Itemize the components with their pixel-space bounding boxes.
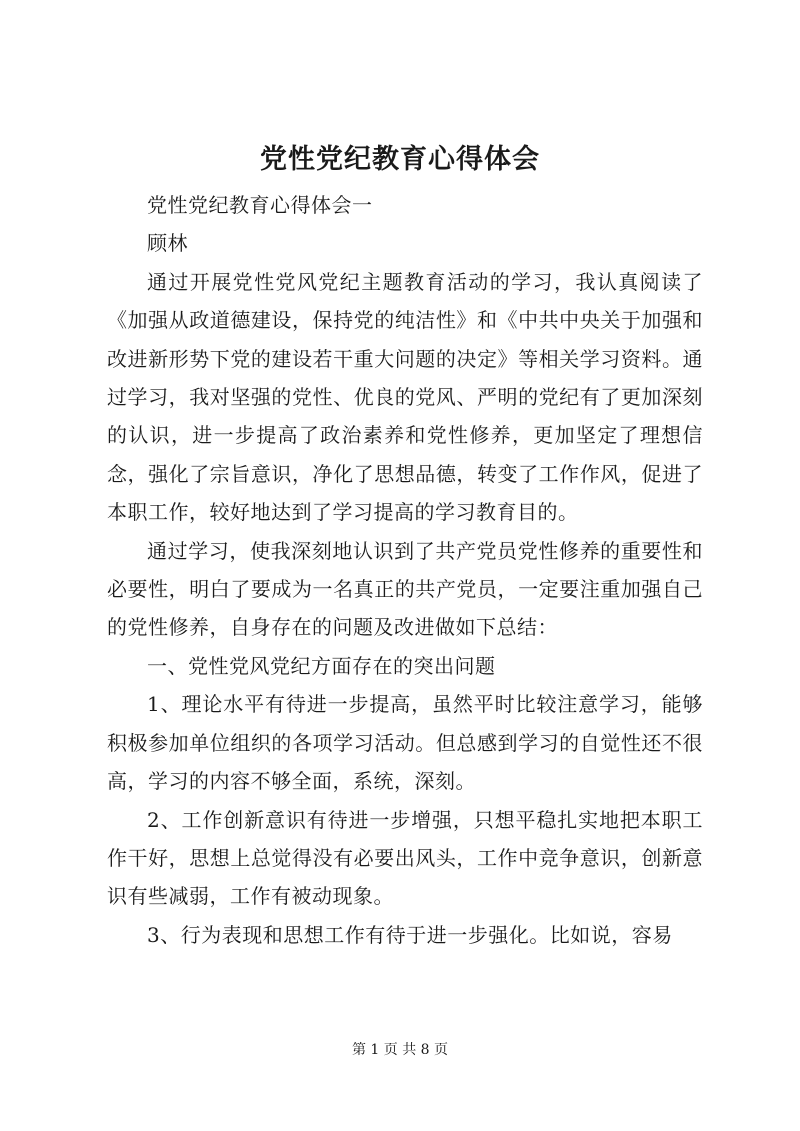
- body-paragraph: 3、行为表现和思想工作有待于进一步强化。比如说，容易: [147, 922, 673, 947]
- page-footer: 第 1 页 共 8 页: [351, 1042, 449, 1058]
- body-paragraph: 2、工作创新意识有待进一步增强，只想平稳扎实地把本职工作干好，思想上总觉得没有必要出风头，工作中竞争意识，创新意识有些减弱，工作有被动现象。: [107, 807, 703, 909]
- author-paragraph: 顾林: [147, 231, 188, 256]
- body-paragraph: 1、理论水平有待进一步提高，虽然平时比较注意学习，能够积极参加单位组织的各项学习活动。但总感到学习的自觉性还不很高，学习的内容不够全面，系统，深刻。: [107, 692, 703, 794]
- document-title: 党性党纪教育心得体会: [260, 144, 540, 175]
- document-body: [107, 186, 703, 954]
- subtitle-paragraph: 党性党纪教育心得体会一: [147, 193, 373, 217]
- body-paragraph: 通过学习，使我深刻地认识到了共产党员党性修养的重要性和必要性，明白了要成为一名真正的共产党员，一定要注重加强自己的党性修养，自身存在的问题及改进做如下总结：: [107, 538, 703, 640]
- body-paragraph: 通过开展党性党风党纪主题教育活动的学习，我认真阅读了《加强从政道德建设，保持党的纯洁性》和《中共中央关于加强和改进新形势下党的建设若干重大问题的决定》等相关学习资料。通过学习，我对坚强的党性、优良的党风、严明的党纪有了更加深刻的认识，进一步提高了政治素养和党性修养，更加坚定了理想信念，强化了宗旨意识，净化了思想品德，转变了工作作风，促进了本职工作，较好地达到了学习提高的学习教育目的。: [107, 269, 703, 525]
- section-heading: 一、党性党风党纪方面存在的突出问题: [147, 653, 496, 678]
